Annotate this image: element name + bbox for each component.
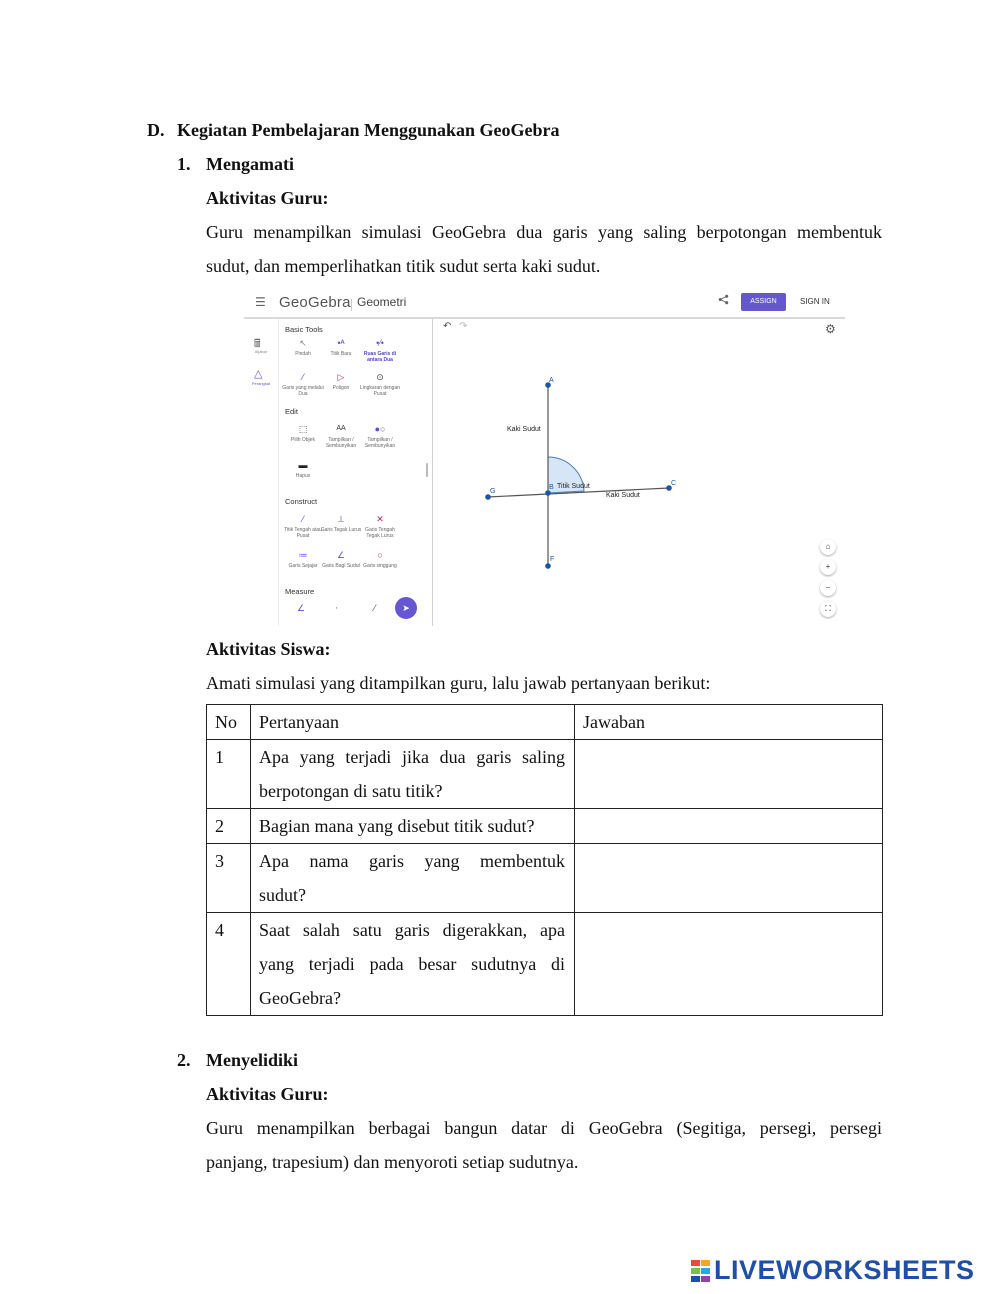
row-question: Saat salah satu garis digerakkan, apa yang terjadi pada besar sudutnya di GeoGebra? (251, 913, 575, 1016)
tool-ruas-garis[interactable]: •⁄• Ruas Garis di antara Dua (359, 337, 401, 363)
label-g: G (490, 488, 496, 495)
liveworksheets-logo (691, 1255, 975, 1289)
row-number: 4 (207, 913, 251, 1016)
parallel-icon: ≔ (298, 550, 308, 560)
graphics-view[interactable] (244, 291, 845, 626)
shapes-icon[interactable]: △ (254, 368, 263, 380)
section-basic-tools: Basic Tools (285, 325, 323, 334)
rail-label-tools: Perangkat (251, 381, 271, 386)
row-question: Apa nama garis yang membentuk sudut? (251, 844, 575, 913)
answer-cell[interactable] (575, 809, 883, 844)
section-title: Kegiatan Pembelajaran Menggunakan GeoGebra (177, 120, 560, 140)
answer-cell[interactable] (575, 844, 883, 913)
app-name: Geometri (357, 295, 407, 309)
measure-distance-icon[interactable]: ⋅ (335, 603, 338, 613)
step1-siswa-intro: Amati simulasi yang ditampilkan guru, lalu jawab pertanyaan berikut: (206, 673, 711, 693)
table-row (207, 913, 883, 1016)
point-f[interactable] (545, 563, 551, 569)
section-letter: D. (147, 120, 165, 140)
redo-icon[interactable]: ↷ (459, 321, 468, 332)
liveworksheets-text: LIVEWORKSHEETS (714, 1255, 975, 1285)
row-question: Apa yang terjadi jika dua garis saling berpotongan di satu titik? (251, 740, 575, 809)
gear-icon[interactable]: ⚙ (825, 322, 836, 336)
step2-title: Menyelidiki (206, 1050, 299, 1070)
header-jawaban: Jawaban (575, 705, 883, 740)
measure-angle-icon[interactable]: ∠ (297, 603, 306, 613)
step1-siswa-heading: Aktivitas Siswa: (206, 639, 331, 659)
home-icon[interactable]: ⌂ (820, 539, 836, 555)
point-icon: •ᴬ (337, 338, 345, 348)
label-kaki-sudut-bottom: Kaki Sudut (606, 492, 640, 499)
polygon-icon: ▷ (337, 372, 345, 382)
step2-number: 2. (177, 1050, 191, 1070)
move-tool-fab[interactable]: ➤ (395, 597, 417, 619)
section-construct: Construct (285, 497, 318, 506)
label-kaki-sudut-top: Kaki Sudut (507, 426, 541, 433)
label-a: A (549, 377, 554, 384)
table-row (207, 844, 883, 913)
label-c: C (671, 480, 677, 487)
assign-button[interactable]: ASSIGN (741, 293, 786, 311)
answer-cell[interactable] (575, 913, 883, 1016)
label-b: B (549, 484, 554, 491)
calculator-icon[interactable]: 🖩 (254, 338, 261, 350)
tangent-icon: ○ (377, 550, 383, 560)
midpoint-icon: ⁄ (302, 514, 304, 524)
step1-title: Mengamati (206, 154, 294, 174)
tool-lingkaran[interactable]: ⊙ Lingkaran dengan Pusat (359, 372, 401, 397)
fullscreen-icon[interactable]: ⛶ (820, 601, 836, 617)
line-icon: ⁄ (302, 372, 304, 382)
tool-pilih-objek[interactable]: ⬚ Pilih Objek (282, 423, 324, 443)
point-b[interactable] (545, 490, 551, 496)
tool-titik-baru[interactable]: •ᴬ Titik Baru (320, 337, 362, 357)
row-number: 2 (207, 809, 251, 844)
undo-icon[interactable]: ↶ (443, 321, 452, 332)
tool-garis-tegak[interactable]: ⟂ Garis Tegak Lurus (320, 514, 362, 533)
geogebra-logo: GeoGebra (279, 294, 351, 311)
zoom-out-icon[interactable]: − (820, 580, 836, 596)
tool-garis-singgung[interactable]: ○ Garis singgung (359, 549, 401, 569)
cursor-icon: ↖ (299, 338, 307, 348)
measure-area-icon[interactable]: ⁄ (374, 603, 376, 613)
zoom-in-icon[interactable]: + (820, 559, 836, 575)
menu-icon[interactable]: ☰ (255, 295, 266, 309)
step1-guru-line1: Guru menampilkan simulasi GeoGebra dua garis yang saling berpotongan membentuk (206, 222, 882, 242)
rail-label-algebra: Aljabar (254, 349, 268, 354)
label-titik-sudut: Titik Sudut (557, 483, 590, 490)
tool-tampilkan-label[interactable]: AA Tampilkan / Sembunyikan (320, 423, 362, 449)
step2-guru-heading: Aktivitas Guru: (206, 1084, 329, 1104)
eraser-icon: ▬ (298, 460, 308, 470)
geogebra-screenshot (244, 291, 845, 626)
tool-tampilkan-objek[interactable]: ●○ Tampilkan / Sembunyikan (359, 423, 401, 449)
step2-guru-line2: panjang, trapesium) dan menyoroti setiap sudutnya. (206, 1152, 579, 1172)
angle-bisector-icon: ∠ (336, 550, 346, 560)
section-edit: Edit (285, 407, 298, 416)
step1-number: 1. (177, 154, 191, 174)
section-measure: Measure (285, 587, 315, 596)
label-f: F (550, 556, 555, 563)
header-pertanyaan: Pertanyaan (251, 705, 575, 740)
circle-icon: ⊙ (376, 372, 384, 382)
label-toggle-icon: AA (336, 425, 346, 432)
tool-garis-bagi[interactable]: ∠ Garis Bagi Sudut (320, 549, 362, 569)
bisector-icon: ✕ (376, 514, 384, 524)
row-question: Bagian mana yang disebut titik sudut? (251, 809, 575, 844)
table-header-row (207, 705, 883, 740)
question-table (206, 704, 883, 1016)
table-row (207, 809, 883, 844)
sign-in-button[interactable]: SIGN IN (800, 297, 830, 306)
step2-guru-line1: Guru menampilkan berbagai bangun datar di GeoGebra (Segitiga, persegi, persegi (206, 1118, 882, 1138)
segment-icon: •⁄• (376, 338, 384, 348)
tool-poligon[interactable]: ▷ Poligon (320, 371, 362, 391)
liveworksheets-icon (691, 1258, 711, 1289)
answer-cell[interactable] (575, 740, 883, 809)
perpendicular-icon: ⟂ (337, 514, 344, 524)
row-number: 1 (207, 740, 251, 809)
point-g[interactable] (485, 494, 491, 500)
tool-pindah[interactable]: ↖ Pindah (282, 337, 324, 357)
row-number: 3 (207, 844, 251, 913)
tool-titik-tengah[interactable]: ⁄ Titik Tengah atau Pusat (282, 513, 324, 539)
table-row (207, 740, 883, 809)
step1-guru-line2: sudut, dan memperlihatkan titik sudut serta kaki sudut. (206, 256, 601, 276)
tool-garis[interactable]: ⁄ Garis yang melalui Dua (282, 372, 324, 397)
tool-garis-sejajar[interactable]: ≔ Garis Sejajar (282, 549, 324, 569)
header-no: No (207, 705, 251, 740)
select-icon: ⬚ (298, 424, 308, 434)
tool-garis-tengah[interactable]: ✕ Garis Tengah Tegak Lurus (359, 513, 401, 539)
step1-guru-heading: Aktivitas Guru: (206, 188, 329, 208)
object-toggle-icon: ●○ (374, 424, 386, 434)
tool-hapus[interactable]: ▬ Hapus (282, 459, 324, 479)
